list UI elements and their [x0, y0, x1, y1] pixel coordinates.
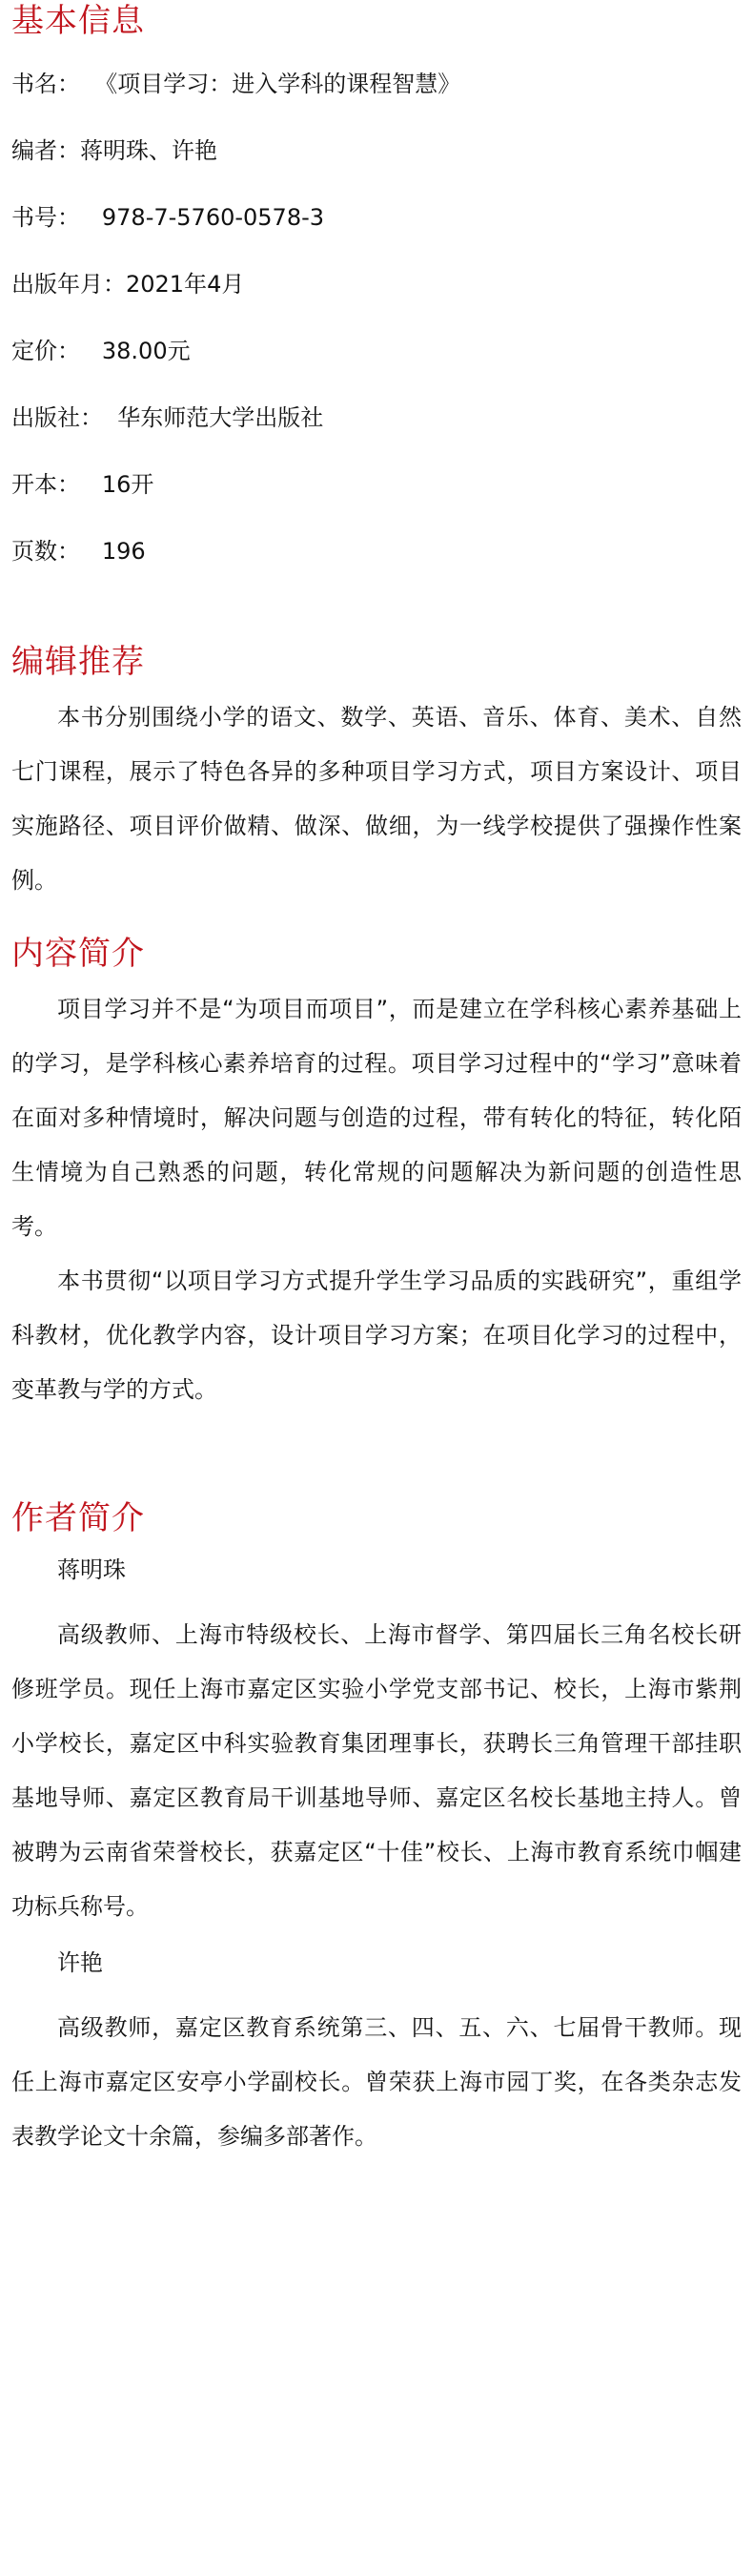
author-name-1: 蒋明珠 — [57, 1556, 126, 1583]
editor-recommend-title: 编辑推荐 — [11, 643, 145, 681]
format-line: 开本： 16开 — [11, 471, 154, 498]
author-bio-1: 高级教师、上海市特级校长、上海市督学、第四届长三角名校长研修班学员。现任上海市嘉定区实验小学党支部书记、校长，上海市紫荆小学校长，嘉定区中科实验教育集团理事长，获聘长三角管理干部挂职基地导师、嘉定区教育局干训基地导师、嘉定区名校长基地主持人。曾被聘为云南省荣誉校长，获嘉定区“十佳”校长、上海市教育系统巾帼建功标兵称号。 — [11, 1621, 742, 1920]
content-intro-title: 内容简介 — [11, 935, 145, 973]
content-intro-paragraph-2: 本书贯彻“以项目学习方式提升学生学习品质的实践研究”，重组学科教材，优化教学内容，设计项目学习方案；在项目化学习的过程中，变革教与学的方式。 — [11, 1267, 742, 1403]
book-name-line: 书名： 《项目学习：进入学科的课程智慧》 — [11, 71, 461, 97]
author-bio-2: 高级教师，嘉定区教育系统第三、四、五、六、七届骨干教师。现任上海市嘉定区安亭小学副校长。曾荣获上海市园丁奖，在各类杂志发表教学论文十余篇，参编多部著作。 — [11, 2014, 742, 2150]
editor-recommend-paragraph: 本书分别围绕小学的语文、数学、英语、音乐、体育、美术、自然七门课程，展示了特色各异的多种项目学习方式，项目方案设计、项目实施路径、项目评价做精、做深、做细，为一线学校提供了强操作性案例。 — [11, 704, 742, 894]
pages-line: 页数： 196 — [11, 538, 146, 565]
basic-info-title: 基本信息 — [11, 2, 145, 40]
basic-info-section — [11, 0, 742, 567]
publisher-line: 出版社： 华东师范大学出版社 — [11, 404, 324, 431]
editor-recommend-section — [11, 567, 742, 908]
content-intro-section — [11, 908, 742, 1417]
author-intro-title: 作者简介 — [11, 1499, 145, 1537]
content-intro-paragraph-1: 项目学习并不是“为项目而项目”，而是建立在学科核心素养基础上的学习，是学科核心素养培育的过程。项目学习过程中的“学习”意味着在面对多种情境时，解决问题与创造的过程，带有转化的特征，转化陌生情境为自己熟悉的问题，转化常规的问题解决为新问题的创造性思考。 — [11, 996, 742, 1240]
price-line: 定价： 38.00元 — [11, 338, 191, 364]
author-name-2: 许艳 — [57, 1949, 103, 1976]
publish-date-line: 出版年月：2021年4月 — [11, 271, 245, 298]
isbn-line: 书号： 978-7-5760-0578-3 — [11, 204, 325, 231]
author-intro-section — [11, 1417, 742, 2164]
editors-line: 编者：蒋明珠、许艳 — [11, 137, 217, 164]
